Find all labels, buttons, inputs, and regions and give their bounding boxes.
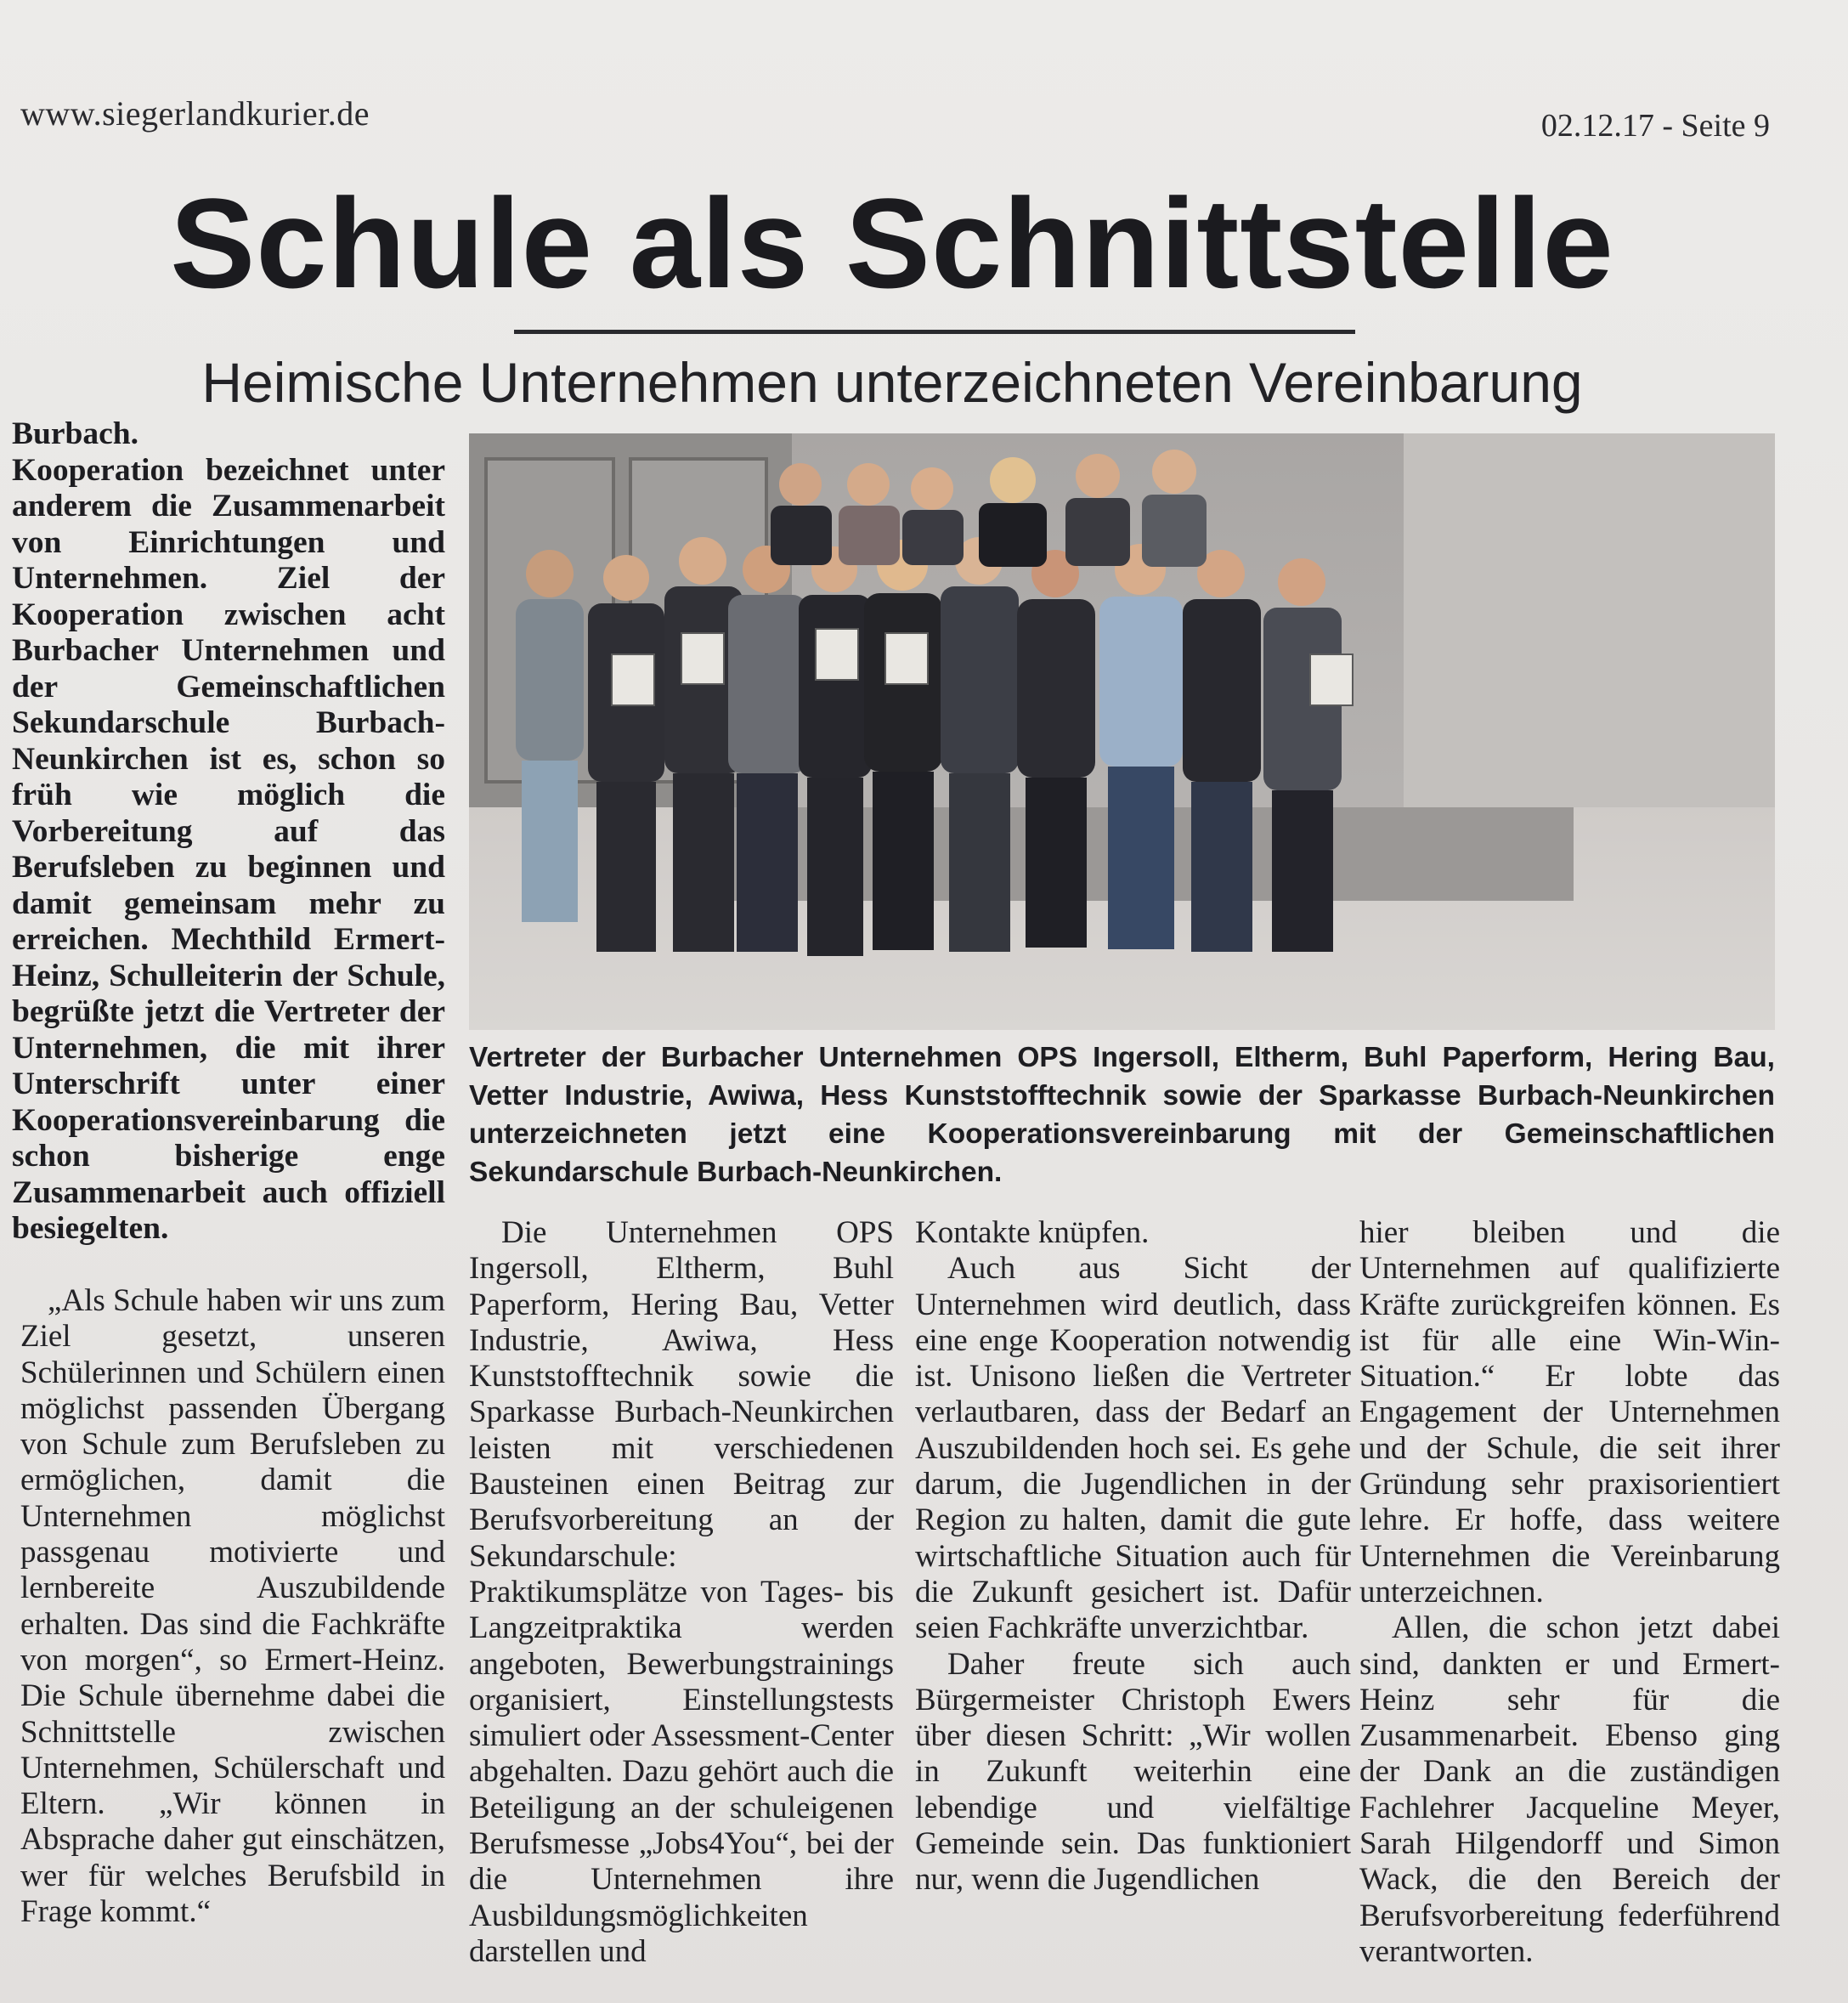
article-column-1 [20,1283,445,1930]
column-4-paragraph-continued: hier bleiben und die Unternehmen auf qualifizierte Kräfte zurückgreifen können. Es ist für alle eine Win-Win-Situation.“ Er lobte das Engagement der Unternehmen und der Schule, die seit ihrer Gründung sehr praxisorientiert lehre. Er hoffe, dass weitere Unternehmen die Vereinbarung unterzeichnen. [1359,1215,1780,1610]
article-subheadline: Heimische Unternehmen unterzeichneten Vereinbarung [201,351,1583,414]
lead-paragraph: Kooperation bezeichnet unter anderem die Zusammenarbeit von Einrichtungen und Unternehmen. Ziel der Kooperation zwischen acht Burbacher Unternehmen und der Gemeinschaftlichen Sekundarschule Burbach-Neunkirchen ist es, schon so früh wie möglich die Vorbereitung auf das Berufsleben zu beginnen und damit gemeinsam mehr zu erreichen. Mechthild Ermert-Heinz, Schulleiterin der Schule, begrüßte jetzt die Vertreter der Unternehmen, die mit ihrer Unterschrift unter einer Kooperationsvereinbarung die schon bisherige enge Zusammenarbeit auch offiziell besiegelten. [12,452,445,1246]
masthead-url: www.siegerlandkurier.de [20,94,370,133]
column-3-paragraph: Daher freute sich auch Bürgermeister Christoph Ewers über diesen Schritt: „Wir wollen in Zukunft weiterhin eine lebendige und vielfältige Gemeinde sein. Das funktioniert nur, wenn die Jugendlichen [915,1646,1351,1898]
article-column-3 [915,1215,1351,1898]
headline-divider [514,330,1355,334]
article-column-2 [469,1215,894,1970]
photo-caption: Vertreter der Burbacher Unternehmen OPS Ingersoll, Eltherm, Buhl Paperform, Hering Bau, Vetter Industrie, Awiwa, Hess Kunststofftechnik sowie der Sparkasse Burbach-Neunkirchen unterzeichneten jetzt eine Kooperationsvereinbarung mit der Gemeinschaftlichen Sekundarschule Burbach-Neunkirchen. [469,1042,1775,1188]
column-4-paragraph: Allen, die schon jetzt dabei sind, dankten er und Ermert-Heinz sehr für die Zusammenarbeit. Ebenso ging der Dank an die zuständigen Fachlehrer Jacqueline Meyer, Sarah Hilgendorff und Simon Wack, die den Bereich der Berufsvorbereitung federführend verantworten. [1359,1610,1780,1969]
group-photo [469,433,1775,1030]
article-headline: Schule als Schnittstelle [170,172,1614,314]
column-2-paragraph: Die Unternehmen OPS Ingersoll, Eltherm, Buhl Paperform, Hering Bau, Vetter Industrie, Awiwa, Hess Kunststofftechnik sowie die Sparkasse Burbach-Neunkirchen leisten mit verschiedenen Bausteinen einen Beitrag zur Berufsvorbereitung an der Sekundarschule: Praktikumsplätze von Tages- bis Langzeitpraktika werden angeboten, Bewerbungstrainings organisiert, Einstellungstests simuliert oder Assessment-Center abgehalten. Dazu gehört auch die Beteiligung an der schuleigenen Berufsmesse „Jobs4You“, bei der die Unternehmen ihre Ausbildungsmöglichkeiten darstellen und [469,1215,894,1969]
column-3-paragraph: Auch aus Sicht der Unternehmen wird deutlich, dass eine enge Kooperation notwendig ist. Unisono ließen die Vertreter verlautbaren, dass der Bedarf an Auszubildenden hoch sei. Es gehe darum, die Jugendlichen in der Region zu halten, damit die gute wirtschaftliche Situation auch für die Zukunft gesichert ist. Dafür seien Fachkräfte unverzichtbar. [915,1251,1351,1646]
column-3-paragraph-continued: Kontakte knüpfen. [915,1215,1150,1250]
article-lead [12,416,445,1248]
column-1-paragraph: „Als Schule haben wir uns zum Ziel gesetzt, unseren Schülerinnen und Schülern einen möglichst passenden Übergang von Schule zum Berufsleben zu ermöglichen, damit die Unternehmen möglichst passgenau motivierte und lernbereite Auszubildende erhalten. Das sind die Fachkräfte von morgen“, so Ermert-Heinz. Die Schule übernehme dabei die Schnittstelle zwischen Unternehmen, Schülerschaft und Eltern. „Wir können in Absprache daher gut einschätzen, wer für welches Berufsbild in Frage kommt.“ [20,1283,445,1930]
dateline: Burbach. [12,416,138,451]
masthead-date-page: 02.12.17 - Seite 9 [1540,108,1770,144]
article-column-4 [1359,1215,1780,1970]
group-photo-image [469,433,1775,1030]
